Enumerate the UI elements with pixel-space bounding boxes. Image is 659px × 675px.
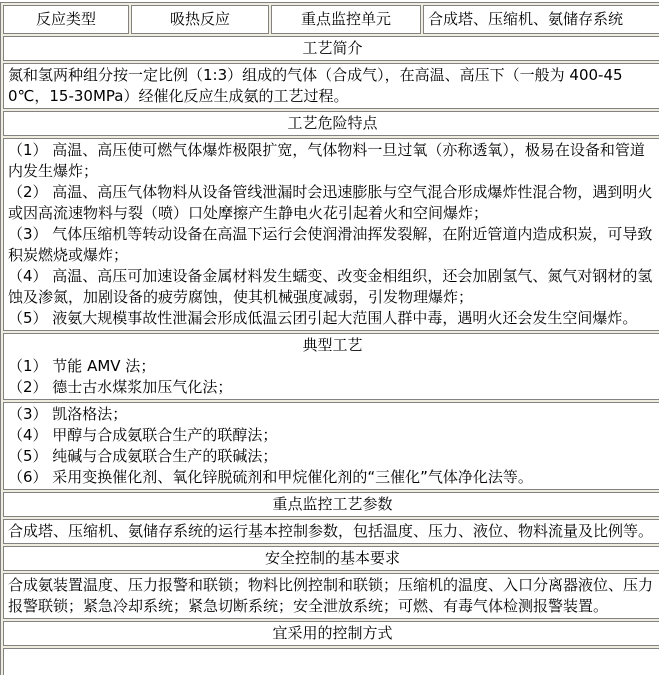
typical-section-title: 典型工艺 bbox=[302, 336, 363, 354]
typical-item-2: （2） 德士古水煤浆加压气化法； bbox=[8, 378, 233, 396]
params-text: 合成塔、压缩机、氨储存系统的运行基本控制参数，包括温度、压力、液位、物料流量及比例等。 bbox=[3, 519, 659, 544]
hazard-item-4: （4） 高温、高压可加速设备金属材料发生蠕变、改变金相组织，还会加剧氢气、氮气对钢材的氢蚀及渗氮，加剧设备的疲劳腐蚀，使其机械强度减弱，引发物理爆炸； bbox=[8, 267, 653, 306]
safety-text-row bbox=[3, 573, 659, 619]
hazard-section-title: 工艺危险特点 bbox=[3, 111, 659, 136]
control-section-title: 宜采用的控制方式 bbox=[3, 621, 659, 646]
reaction-type-value: 吸热反应 bbox=[131, 5, 269, 34]
hazard-title-row bbox=[3, 111, 659, 136]
safety-text: 合成氨装置温度、压力报警和联锁；物料比例控制和联锁；压缩机的温度、入口分离器液位、压力报警联锁；紧急冷却系统；紧急切断系统；安全泄放系统；可燃、有毒气体检测报警装置。 bbox=[3, 573, 659, 619]
reaction-type-label: 反应类型 bbox=[3, 5, 129, 34]
intro-text: 氮和氢两种组分按一定比例（1:3）组成的气体（合成气），在高温、高压下（一般为 400-450℃，15-30MPa）经催化反应生成氨的工艺过程。 bbox=[3, 63, 659, 109]
intro-section-title: 工艺简介 bbox=[3, 36, 659, 61]
typical-item-6: （6） 采用变换催化剂、氧化锌脱硫剂和甲烷催化剂的“三催化”气体净化法等。 bbox=[8, 468, 533, 486]
monitored-units-label: 重点监控单元 bbox=[271, 5, 421, 34]
intro-title-row bbox=[3, 36, 659, 61]
hazard-items-cell bbox=[3, 138, 659, 331]
control-title-row bbox=[3, 621, 659, 646]
truncated-bottom-cell bbox=[3, 648, 659, 675]
header-row bbox=[3, 5, 659, 34]
typical-process-cell-b bbox=[3, 402, 659, 490]
intro-text-row bbox=[3, 63, 659, 109]
typical-item-3: （3） 凯洛格法； bbox=[8, 405, 128, 423]
typical-process-row-b bbox=[3, 402, 659, 490]
typical-process-cell-a bbox=[3, 333, 659, 400]
typical-item-5: （5） 纯碱与合成氨联合生产的联碱法； bbox=[8, 447, 278, 465]
hazard-item-3: （3） 气体压缩机等转动设备在高温下运行会使润滑油挥发裂解，在附近管道内造成积炭，可导致积炭燃烧或爆炸； bbox=[8, 225, 653, 264]
process-info-table bbox=[0, 2, 659, 675]
safety-section-title: 安全控制的基本要求 bbox=[3, 546, 659, 571]
params-title-row bbox=[3, 492, 659, 517]
params-section-title: 重点监控工艺参数 bbox=[3, 492, 659, 517]
hazard-item-5: （5） 液氨大规模事故性泄漏会形成低温云团引起大范围人群中毒，遇明火还会发生空间爆炸。 bbox=[8, 309, 638, 327]
monitored-units-value: 合成塔、压缩机、氨储存系统 bbox=[423, 5, 659, 34]
safety-title-row bbox=[3, 546, 659, 571]
hazard-item-1: （1） 高温、高压使可燃气体爆炸极限扩宽，气体物料一旦过氧（亦称透氧），极易在设备和管道内发生爆炸； bbox=[8, 141, 645, 180]
hazard-items-row bbox=[3, 138, 659, 331]
typical-item-4: （4） 甲醇与合成氨联合生产的联醇法； bbox=[8, 426, 278, 444]
typical-item-1: （1） 节能 AMV 法； bbox=[8, 357, 156, 375]
hazard-item-2: （2） 高温、高压气体物料从设备管线泄漏时会迅速膨胀与空气混合形成爆炸性混合物，遇到明火或因高流速物料与裂（喷）口处摩擦产生静电火花引起着火和空间爆炸； bbox=[8, 183, 653, 222]
truncated-bottom-row bbox=[3, 648, 659, 675]
typical-process-row-a bbox=[3, 333, 659, 400]
params-text-row bbox=[3, 519, 659, 544]
